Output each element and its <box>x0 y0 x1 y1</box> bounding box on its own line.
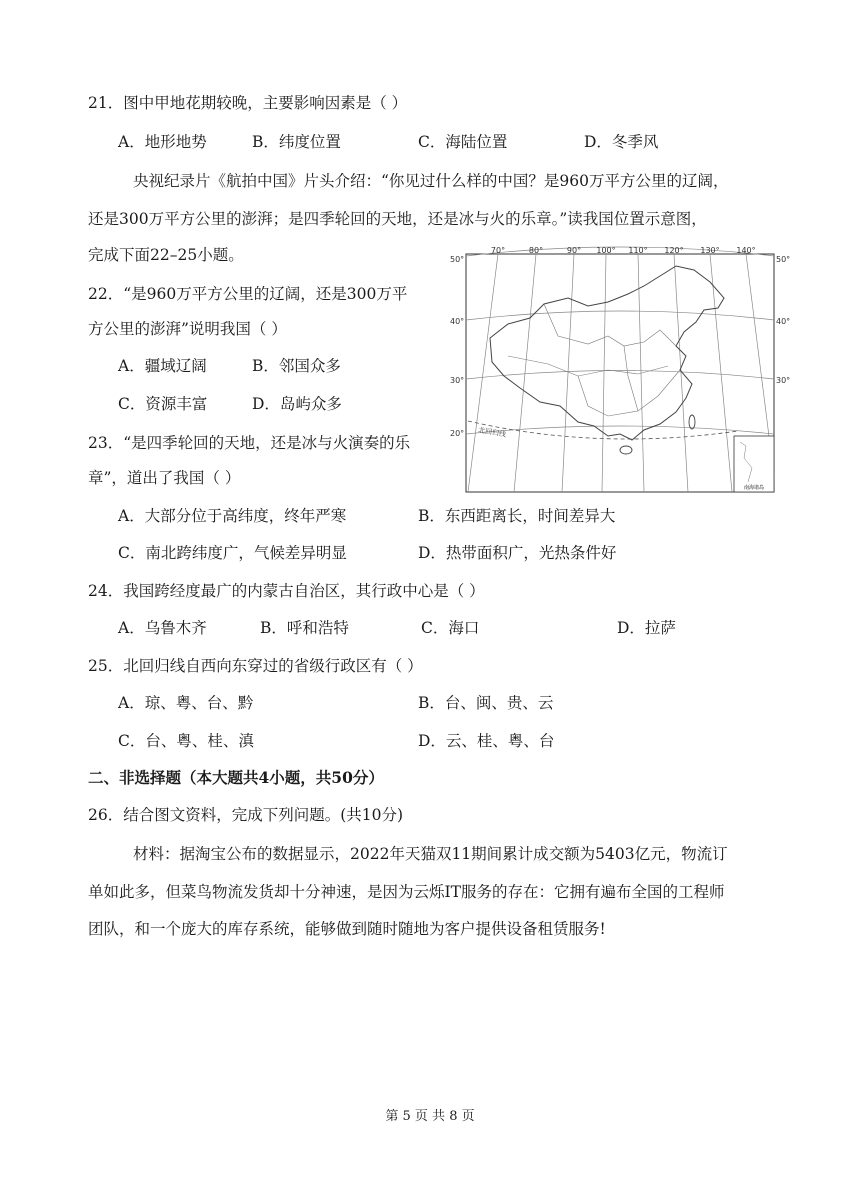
lat-label-50-left: 50° <box>450 255 465 264</box>
q23-option-a: A．大部分位于高纬度，终年严寒 <box>118 507 347 525</box>
q22-option-b: B．邻国众多 <box>252 357 341 375</box>
q21-option-b: B．纬度位置 <box>252 133 341 151</box>
q26-stem: 26．结合图文资料，完成下列问题。(共10分) <box>88 806 404 824</box>
q23-stem-2: 章”，道出了我国（ ） <box>88 469 241 487</box>
lat-label-30-right: 30° <box>776 376 791 385</box>
lat-label-40-right: 40° <box>776 317 791 326</box>
q22-option-a: A．疆域辽阔 <box>118 357 207 375</box>
q24-option-a: A．乌鲁木齐 <box>118 619 207 637</box>
q23-option-b: B．东西距离长，时间差异大 <box>418 507 616 525</box>
q23-stem-1: 23．“是四季轮回的天地，还是冰与火演奏的乐 <box>88 434 411 452</box>
tropic-label: 北回归线 <box>477 426 507 439</box>
lat-label-20-left: 20° <box>450 429 465 438</box>
intro-line-2: 还是300万平方公里的澎湃；是四季轮回的天地，还是冰与火的乐章。”读我国位置示意图， <box>88 210 707 228</box>
q25-option-c: C．台、粤、桂、滇 <box>118 732 254 750</box>
lat-label-50-right: 50° <box>776 255 791 264</box>
q22-option-d: D．岛屿众多 <box>252 395 342 413</box>
lon-label-90: 90° <box>566 246 582 255</box>
intro-line-1: 央视纪录片《航拍中国》片头介绍：“你见过什么样的中国？是960万平方公里的辽阔， <box>133 172 729 190</box>
lat-label-40-left: 40° <box>450 317 465 326</box>
q26-material-line-2: 单如此多，但菜鸟物流发货却十分神速，是因为云烁IT服务的存在：它拥有遍布全国的工程师 <box>88 883 725 901</box>
lon-label-140: 140° <box>736 246 756 255</box>
q24-option-b: B．呼和浩特 <box>260 619 349 637</box>
q23-option-d: D．热带面积广，光热条件好 <box>418 544 617 562</box>
q25-option-a: A．琼、粤、台、黔 <box>118 694 254 712</box>
q25-stem: 25．北回归线自西向东穿过的省级行政区有（ ） <box>88 657 423 675</box>
q26-material-line-1: 材料：据淘宝公布的数据显示，2022年天猫双11期间累计成交额为5403亿元，物流订 <box>133 845 728 863</box>
lat-label-30-left: 30° <box>450 376 465 385</box>
q24-option-c: C．海口 <box>421 619 480 637</box>
lon-label-130: 130° <box>700 246 720 255</box>
q21-option-d: D．冬季风 <box>584 133 659 151</box>
lon-label-80: 80° <box>528 246 544 255</box>
intro-line-3: 完成下面22–25小题。 <box>88 246 244 264</box>
q24-stem: 24．我国跨经度最广的内蒙古自治区，其行政中心是（ ） <box>88 582 485 600</box>
q23-option-c: C．南北跨纬度广，气候差异明显 <box>118 544 347 562</box>
inset-label: 南海诸岛 <box>743 485 765 491</box>
q22-stem-1: 22．“是960万平方公里的辽阔，还是300万平 <box>88 285 408 303</box>
lon-label-120: 120° <box>664 246 684 255</box>
q22-option-c: C．资源丰富 <box>118 395 208 413</box>
lon-label-70: 70° <box>490 246 506 255</box>
q25-option-b: B．台、闽、贵、云 <box>418 694 554 712</box>
q26-material-line-3: 团队，和一个庞大的库存系统，能够做到随时随地为客户提供设备租赁服务! <box>88 920 606 938</box>
q24-option-d: D．拉萨 <box>617 619 676 637</box>
q21-option-c: C．海陆位置 <box>418 133 508 151</box>
page-footer: 第 5 页 共 8 页 <box>385 1109 475 1124</box>
section-2-title: 二、非选择题（本大题共4小题，共50分） <box>88 768 384 787</box>
china-location-map <box>448 246 794 496</box>
q21-stem: 21．图中甲地花期较晚，主要影响因素是（ ） <box>88 94 408 112</box>
q25-option-d: D．云、桂、粤、台 <box>418 732 555 750</box>
q21-option-a: A．地形地势 <box>118 133 207 151</box>
q22-stem-2: 方公里的澎湃”说明我国（ ） <box>88 320 287 338</box>
lon-label-110: 110° <box>628 246 648 255</box>
lon-label-100: 100° <box>596 246 616 255</box>
